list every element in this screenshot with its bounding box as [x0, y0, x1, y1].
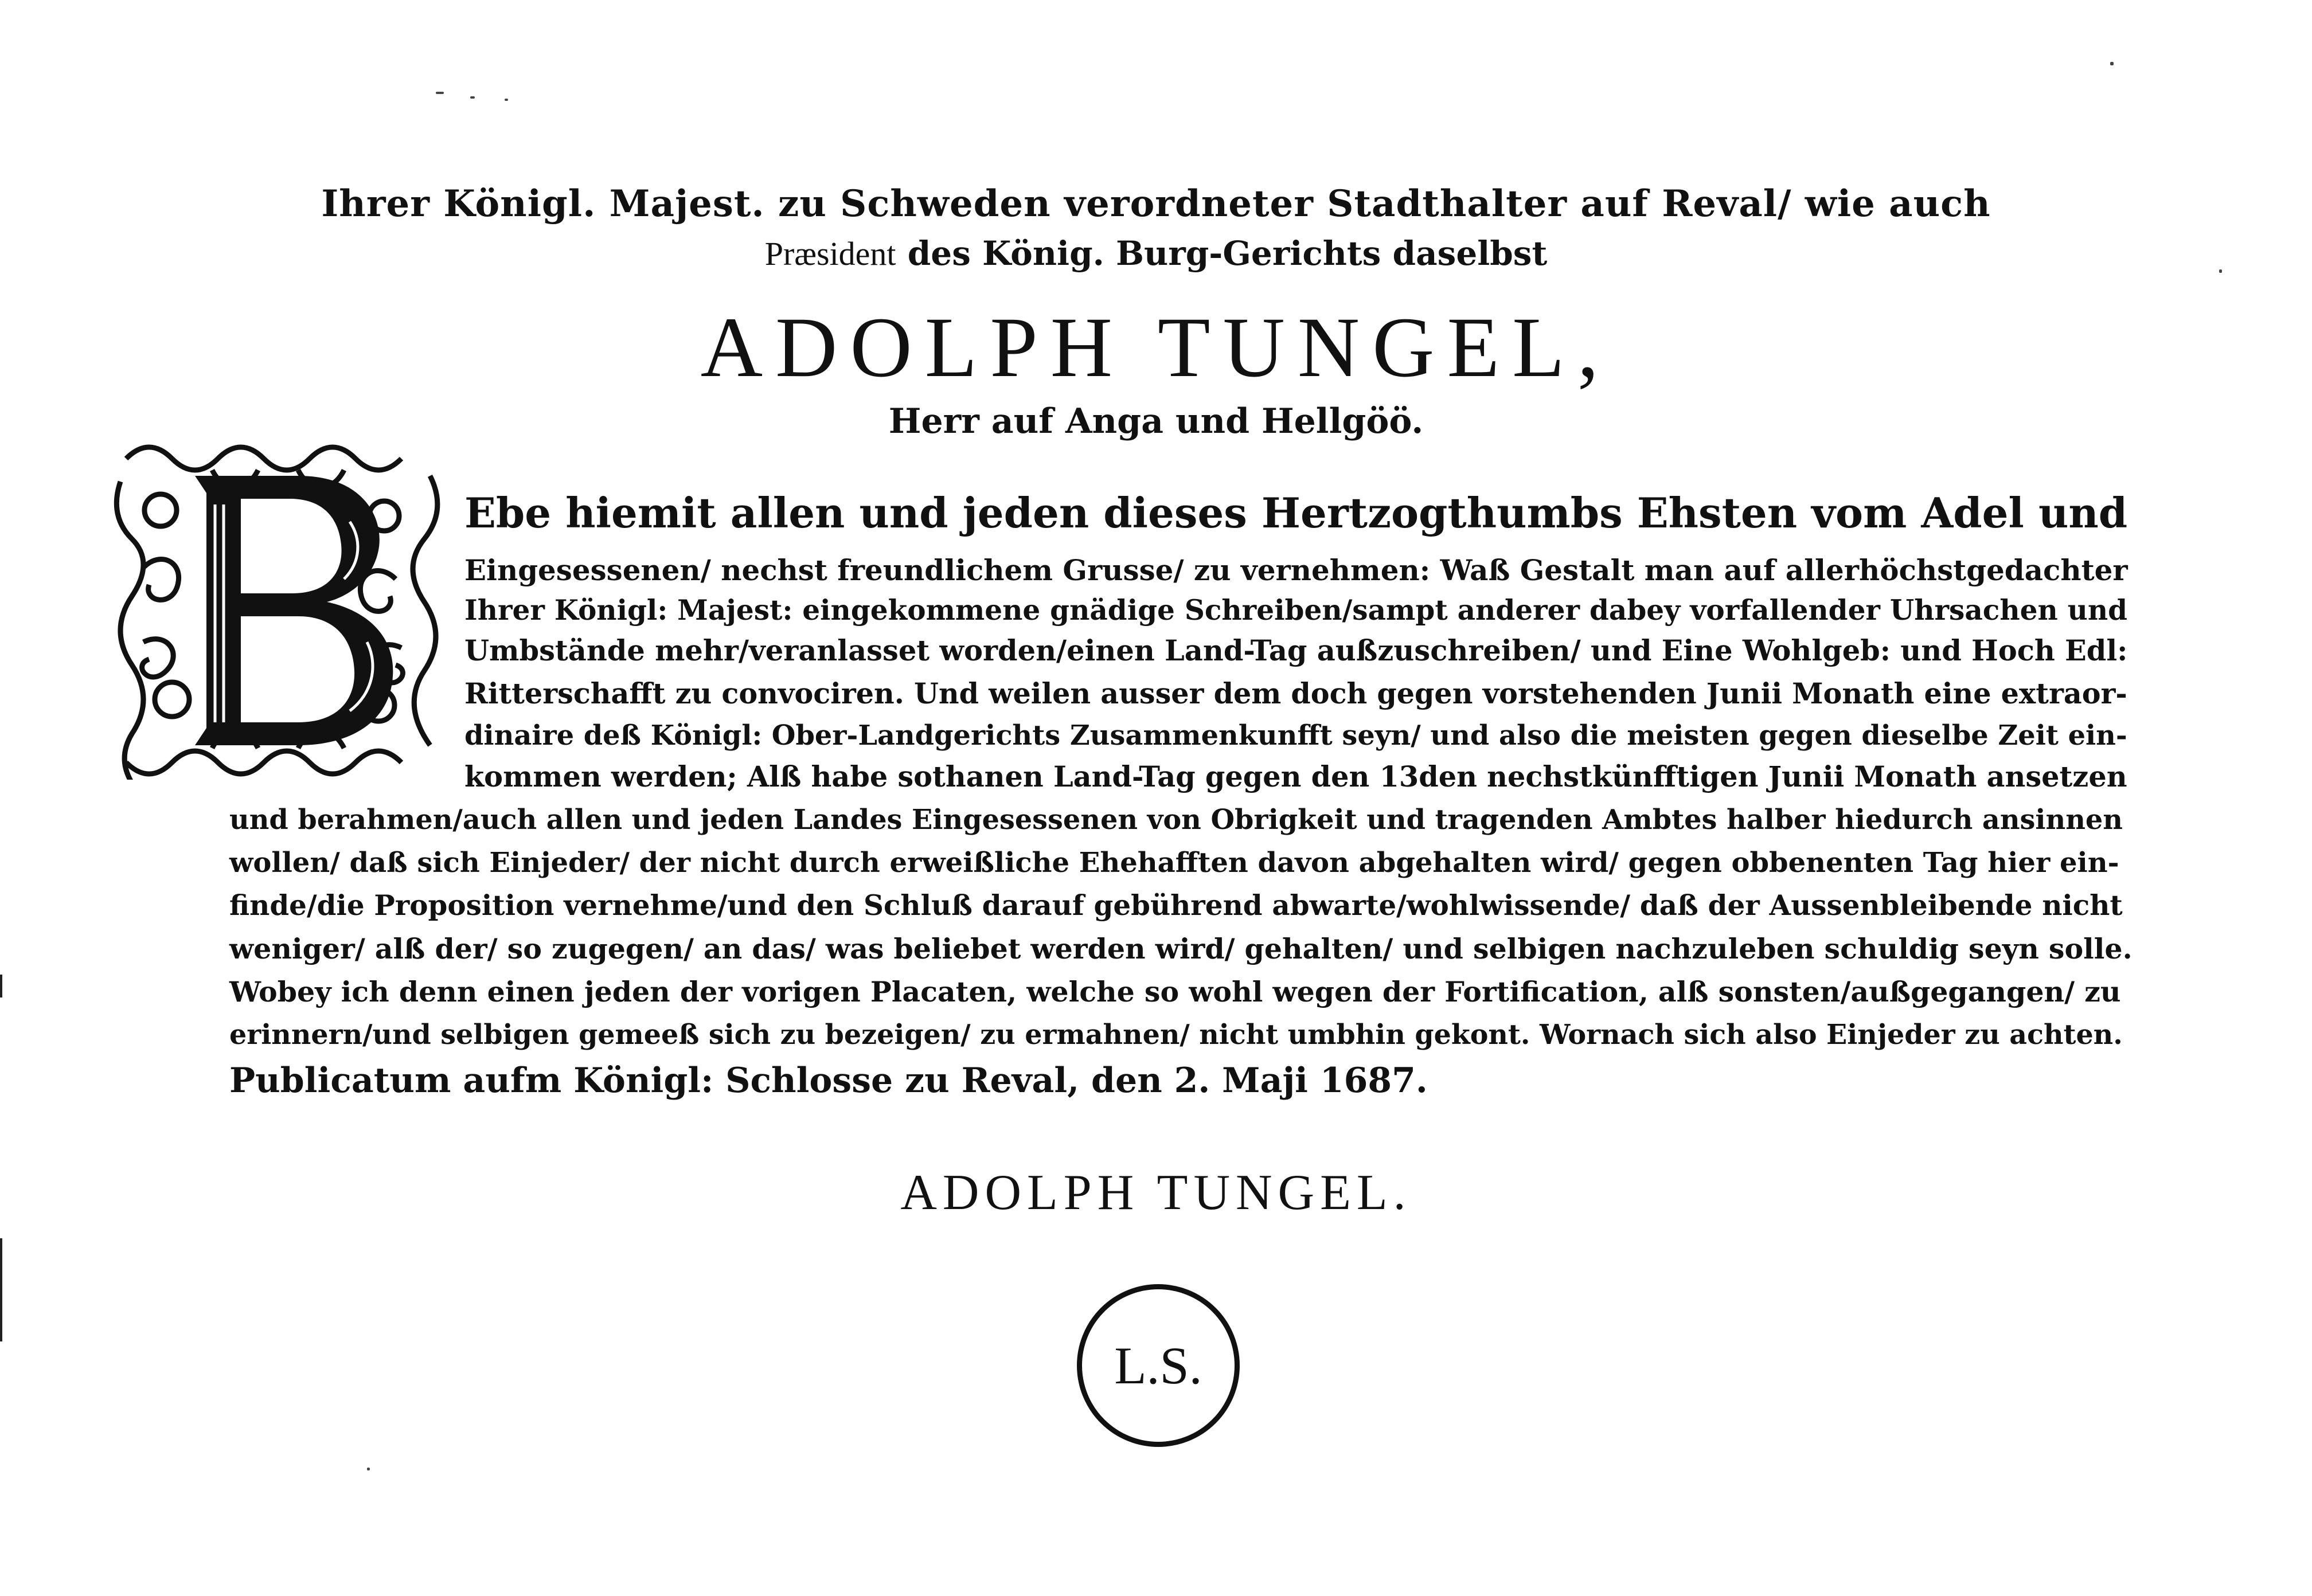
governor-name: ADOLPH TUNGEL, — [700, 300, 1612, 395]
scan-speck — [436, 92, 444, 94]
seal-circle — [1077, 1284, 1240, 1447]
body-line: Wobey ich denn einen jeden der vorigen Placaten, welche so wohl wegen der Fortification, alß sonsten/außgegangen/ zu — [229, 975, 2121, 1008]
body-line: wollen/ daß sich Einjeder/ der nicht durch erweißliche Ehehafften davon abgehalten wird/ gegen obbenenten Tag hier ein- — [229, 847, 2119, 879]
body-line: Ihrer Königl: Majest: eingekommene gnädige Schreiben/sampt anderer dabey vorfallender Uhrsachen und — [464, 594, 2128, 627]
scan-speck — [367, 1468, 370, 1470]
scan-edge-mark — [0, 1238, 2, 1341]
signature: ADOLPH TUNGEL. — [900, 1165, 1412, 1221]
scan-speck — [2110, 62, 2114, 65]
title-line-2-roman: Præsident — [764, 235, 896, 272]
scan-speck — [505, 99, 508, 101]
title-line-1: Ihrer Königl. Majest. zu Schweden verordneter Stadthalter auf Reval/ wie auch — [321, 182, 1991, 225]
body-line: dinaire deß Königl: Ober-Landgerichts Zusammenkunfft seyn/ und also die meisten gegen dieselbe Zeit ein- — [464, 719, 2127, 752]
body-line: und berahmen/auch allen und jeden Landes Eingesessenen von Obrigkeit und tragenden Ambtes halber hiedurch ansinnen — [229, 804, 2123, 836]
body-line: finde/die Proposition vernehme/und den Schluß darauf gebührend abwarte/wohlwissende/ daß der Aussenbleibende nicht — [229, 890, 2123, 922]
body-line: Umbstände mehr/veranlasset worden/einen Land-Tag außzuschreiben/ und Eine Wohlgeb: und Hoch Edl: — [464, 634, 2128, 667]
lordship-line: Herr auf Anga und Hellgöö. — [888, 401, 1424, 441]
body-line: kommen werden; Alß habe sothanen Land-Tag gegen den 13den nechstkünfftigen Junii Monath ansetzen — [464, 760, 2127, 793]
body-line: Ebe hiemit allen und jeden dieses Hertzogthumbs Ehsten vom Adel und — [464, 488, 2128, 537]
body-line: Eingesessenen/ nechst freundlichem Grusse/ zu vernehmen: Waß Gestalt man auf allerhöchstgedachter — [464, 553, 2128, 587]
publication-line: Publicatum aufm Königl: Schlosse zu Reval, den 2. Maji 1687. — [229, 1061, 1428, 1101]
title-line-2-rest: des König. Burg-Gerichts daselbst — [896, 234, 1548, 273]
title-line-2 — [0, 234, 2312, 273]
body-line: Ritterschafft zu convociren. Und weilen ausser dem doch gegen vorstehenden Junii Monath eine extraor- — [464, 677, 2127, 710]
body-line: weniger/ alß der/ so zugegen/ an das/ was beliebet werden wird/ gehalten/ und selbigen nachzuleben schuldig seyn solle. — [229, 932, 2133, 965]
body-line: erinnern/und selbigen gemeeß sich zu bezeigen/ zu ermahnen/ nicht umbhin gekont. Wornach sich also Einjeder zu achten. — [229, 1019, 2123, 1051]
seal-label: L.S. — [1114, 1336, 1202, 1395]
scan-speck — [470, 96, 475, 99]
scan-edge-mark — [0, 975, 2, 998]
decorated-initial-b — [109, 436, 447, 780]
